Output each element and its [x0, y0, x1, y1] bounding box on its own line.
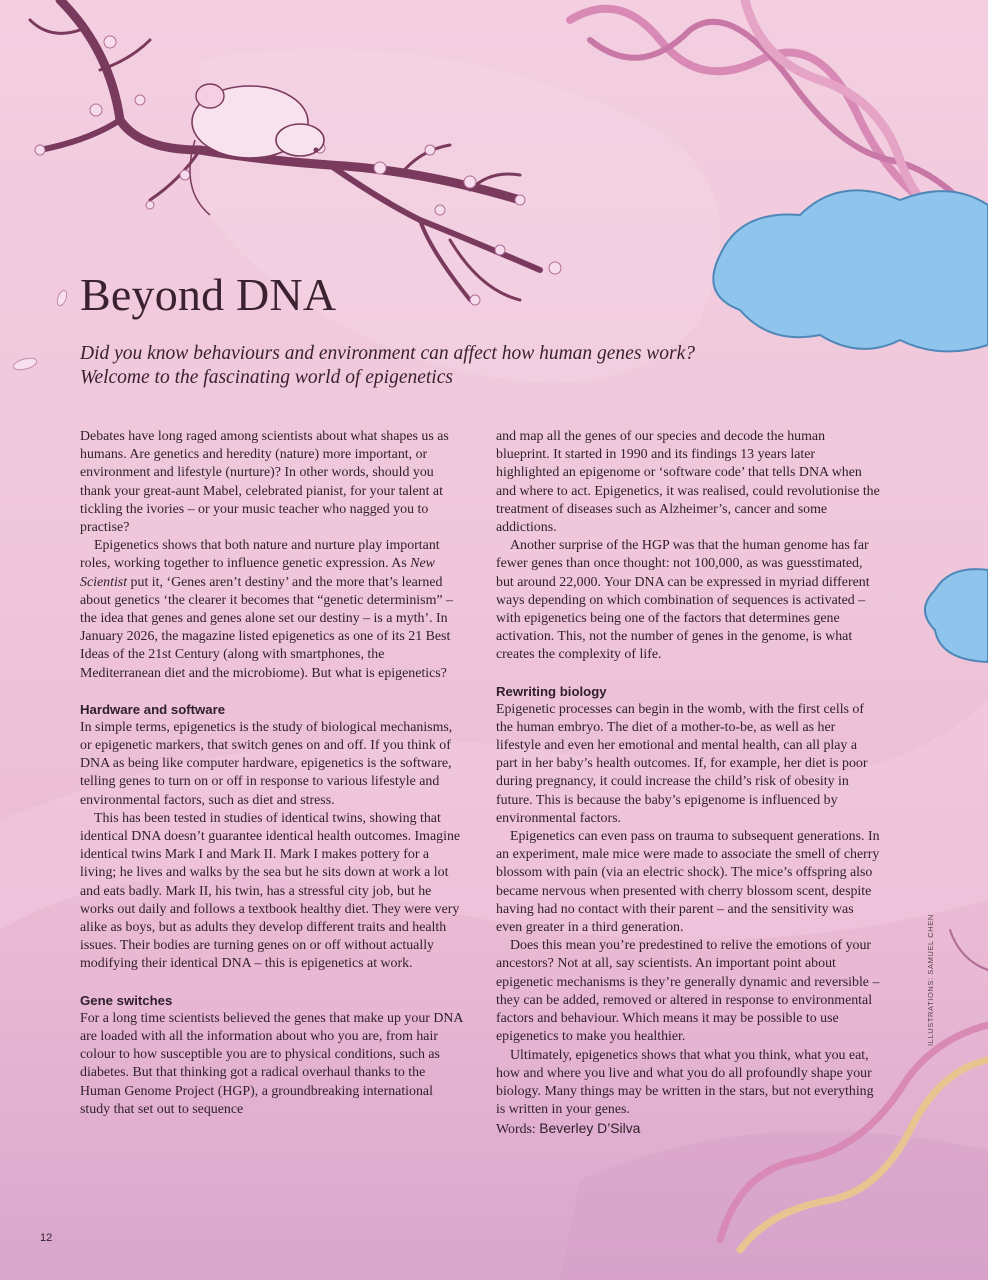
- blossom-flowers: [35, 36, 561, 305]
- page-number: 12: [40, 1232, 53, 1244]
- author-credit: [496, 1119, 881, 1139]
- body-paragraph: [80, 537, 465, 683]
- author-name: Beverley D’Silva: [539, 1120, 641, 1137]
- mouse-illustration: [190, 84, 324, 215]
- body-paragraph: Epigenetics can even pass on trauma to subsequent generations. In an experiment, male mice were made to associate the smell of cherry blossom with pain (via an electric shock). The mice’s offspring also became nervous when presented with cherry blossom scent, despite having had no contact with their parent – and the sensitivity was even greater in a third generation.: [496, 829, 880, 936]
- article-headline: Beyond DNA: [80, 269, 337, 320]
- body-paragraph: Another surprise of the HGP was that the human genome has far fewer genes than once thought: not 100,000, as was guesstimated, but around 22,000. Your DNA can be expressed in myriad different ways depending on which combination of sequences is activated – with epigenetics being one of the factors that determines gene activation. This, not the number of genes in the genome, is what creates the complexity of life.: [496, 538, 870, 663]
- section-heading: Hardware and software: [80, 701, 226, 717]
- section-heading: Gene switches: [80, 992, 173, 1008]
- body-paragraph: This has been tested in studies of identical twins, showing that identical DNA doesn’t guarantee identical health outcomes. Imagine identical twins Mark I and Mark II. Mark I makes pottery for a living; he lives and walks by the sea but he sits down at work a lot and eats badly. Mark II, his twin, has a stressful city job, but he works out daily and follows a textbook healthy diet. They were very alike as boys, but as adults they develop different traits and health issues. Their bodies are turning genes on or off without actually modifying their identical DNA – this is epigenetics at work.: [80, 810, 461, 972]
- body-paragraph: Ultimately, epigenetics shows that what you think, what you eat, how and where you live and what you do all profoundly shape your biology. Many things may be written in the stars, but not everything is written in your genes.: [496, 1047, 874, 1118]
- standfirst-line-1: Did you know behaviours and environment can affect how human genes work?: [80, 343, 696, 364]
- body-paragraph: In simple terms, epigenetics is the study of biological mechanisms, or epigenetic markers, that switch genes on and off. If you think of DNA as being like computer hardware, epigenetics is the software, telling genes to turn on or off in response to various lifestyle and environmental factors, such as diet and stress.: [80, 719, 453, 808]
- cloud-illustration-small: [925, 569, 988, 662]
- petal-icon: [12, 289, 68, 372]
- body-text: Epigenetics shows that both nature and nurture play important roles, working together to influence genetic expression. As: [80, 538, 440, 572]
- body-paragraph: Debates have long raged among scientists about what shapes us as humans. Are genetics and heredity (nature) more important, or environment and lifestyle (nurture)? In other words, should you thank your great-aunt Mabel, celebrated pianist, for your talent at tickling the ivories – or your music teacher who nagged you to practise?: [80, 429, 449, 536]
- cherry-blossom-branch-illustration: [30, 0, 540, 300]
- article-column-left: [80, 428, 465, 1119]
- body-paragraph: For a long time scientists believed the genes that make up your DNA are loaded with all the information about who you are, from hair colour to how susceptible you are to physical conditions, such as diabetes. But that thinking got a radical overhaul thanks to the Human Genome Project (HGP), a groundbreaking international study that set out to sequence: [80, 1010, 463, 1117]
- section-heading: Rewriting biology: [496, 683, 607, 699]
- body-paragraph: Epigenetic processes can begin in the womb, with the first cells of the human embryo. The diet of a mother-to-be, as well as her lifestyle and even her emotional and mental health, can all play a part in her baby’s health outcomes. If, for example, her diet is poor during pregnancy, it could increase the child’s risk of obesity in future. This is because the baby’s epigenome is influenced by environmental factors.: [496, 701, 868, 826]
- words-label: Words:: [496, 1122, 536, 1138]
- body-text: put it, ‘Genes aren’t destiny’ and the more that’s learned about genetics ‘the clearer it becomes that “genetic determinism” – the idea that genes and genes alone set our destiny – is a myth’. In January 2026, the magazine listed epigenetics as one of its 21 Best Ideas of the 21st Century (along with smartphones, the Mediterranean diet and the microbiome). But what is epigenetics?: [80, 574, 453, 681]
- body-paragraph: Does this mean you’re predestined to relive the emotions of your ancestors? Not at all, say scientists. An important point about epigenetic mechanisms is they’re generally dynamic and reversible – they can be added, removed or altered in response to environmental factors and behaviour. Which means it may be possible to use epigenetics to make you healthier.: [496, 938, 880, 1045]
- article-column-right: [496, 428, 881, 1140]
- dna-helix-illustration: [570, 0, 988, 250]
- illustration-credit: ILLUSTRATIONS: SAMUEL CHEN: [926, 914, 935, 1046]
- article-standfirst: [80, 342, 780, 390]
- standfirst-line-2: Welcome to the fascinating world of epigenetics: [80, 367, 453, 388]
- cloud-illustration: [713, 190, 988, 351]
- body-paragraph: and map all the genes of our species and decode the human blueprint. It started in 1990 and its findings 13 years later highlighted an epigenome or ‘software code’ that tells DNA when and where to act. Epigenetics, it was realised, could revolutionise the treatment of diseases such as Alzheimer’s, cancer and some addictions.: [496, 429, 880, 536]
- publication-name: New Scientist: [80, 556, 435, 590]
